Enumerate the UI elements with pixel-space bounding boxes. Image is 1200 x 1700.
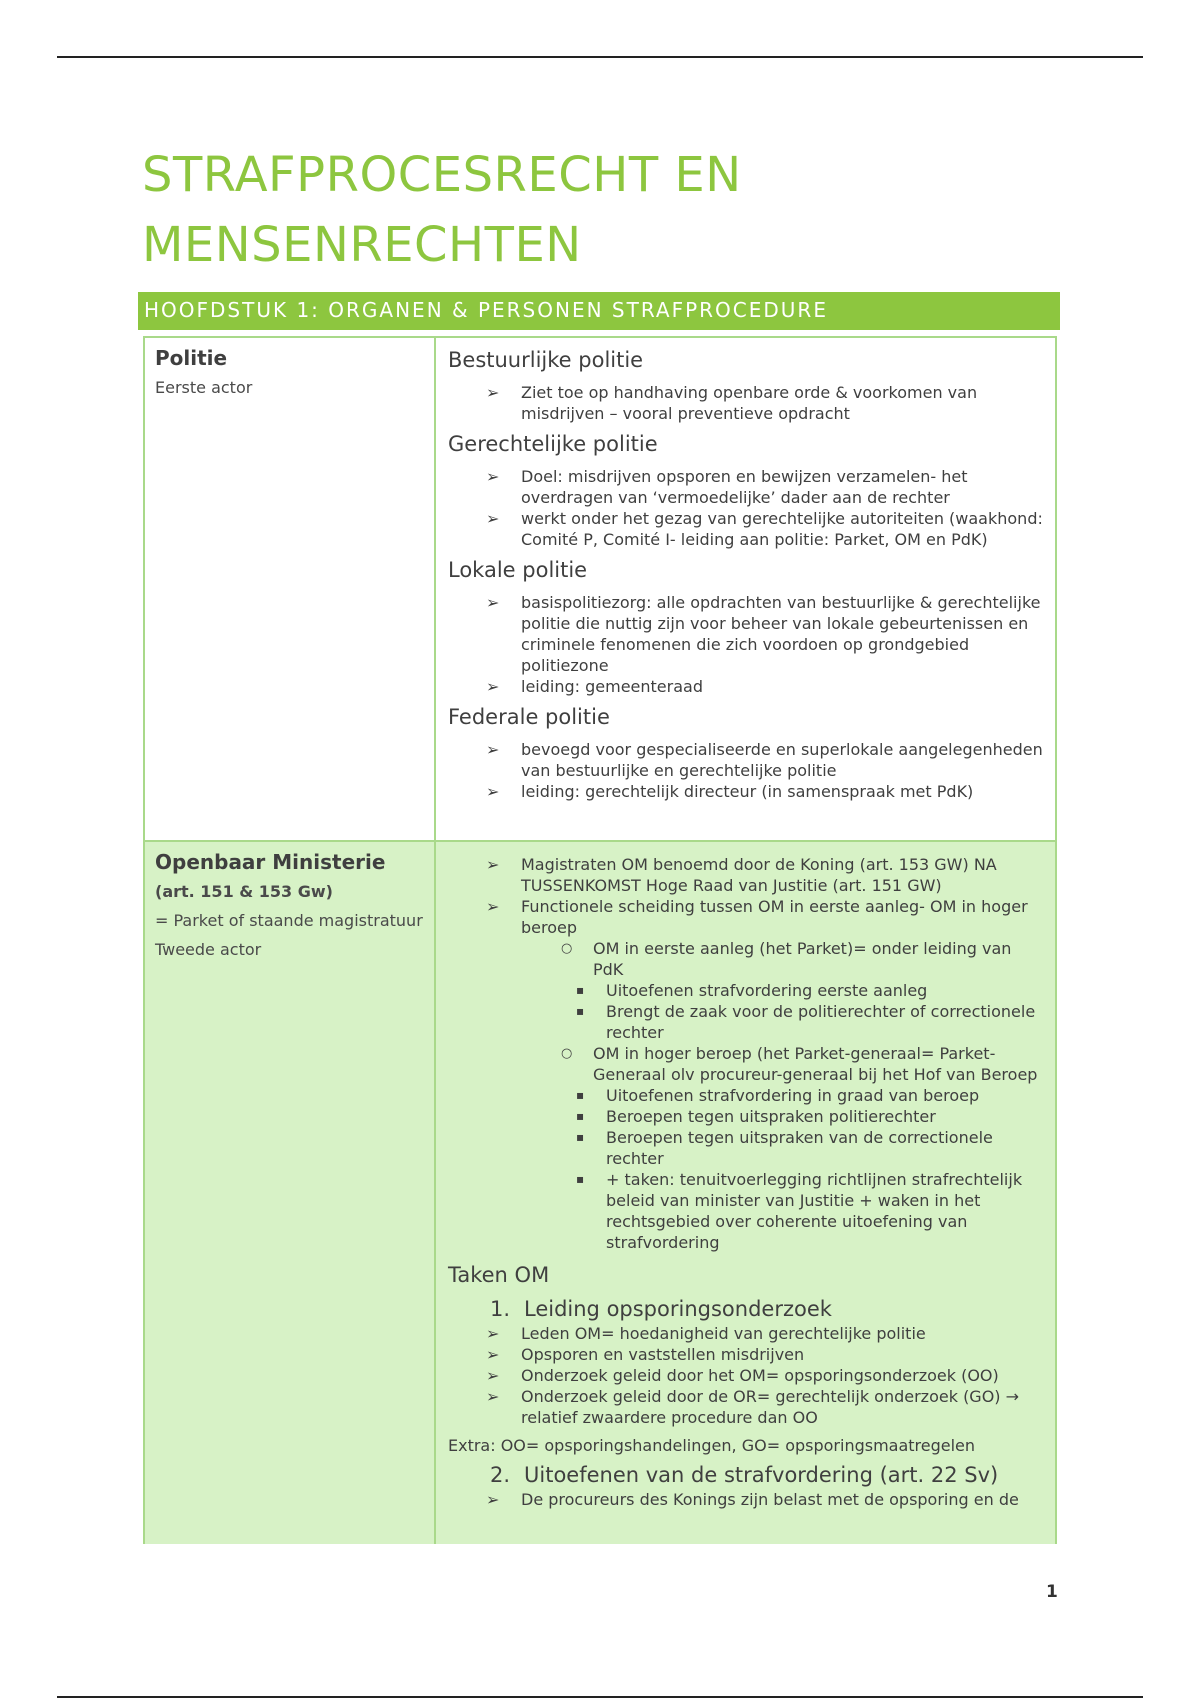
om-content-cell	[438, 842, 1055, 1544]
square-bullet-icon: ▪	[576, 1172, 585, 1186]
arrow-bullet-icon: ➢	[486, 467, 500, 486]
om-title: Openbaar Ministerie	[155, 850, 386, 874]
top-rule	[57, 56, 1143, 58]
square-bullet-icon: ▪	[576, 1088, 585, 1102]
bullet-list	[448, 466, 1045, 550]
list-item: ➢ Functionele scheiding tussen OM in eerste aanleg- OM in hoger beroep	[486, 897, 1028, 937]
arrow-bullet-icon: ➢	[486, 677, 500, 696]
politie-title: Politie	[155, 346, 228, 370]
square-bullet-icon: ▪	[576, 1130, 585, 1144]
om-article: (art. 151 & 153 Gw)	[155, 882, 333, 901]
square-list	[448, 980, 1045, 1043]
arrow-bullet-icon: ➢	[486, 383, 500, 402]
arrow-bullet-icon: ➢	[486, 855, 500, 874]
arrow-bullet-icon: ➢	[486, 782, 500, 801]
bullet-list	[448, 739, 1045, 802]
square-list-item: ▪ Beroepen tegen uitspraken van de correctionele rechter	[576, 1128, 993, 1168]
title-line-1: STRAFPROCESRECHT EN	[142, 147, 742, 203]
bullet-list	[448, 1489, 1045, 1510]
square-list-item: ▪ Uitoefenen strafvordering in graad van beroep	[576, 1086, 980, 1105]
square-list	[448, 1085, 1045, 1253]
bullet-list	[448, 1323, 1045, 1428]
arrow-bullet-icon: ➢	[486, 897, 500, 916]
list-item: ➢ bevoegd voor gespecialiseerde en superlokale aangelegenheden van bestuurlijke en gerechtelijke politie	[486, 740, 1043, 780]
list-item: ➢ leiding: gerechtelijk directeur (in samenspraak met PdK)	[486, 782, 974, 801]
list-item: ➢ Leden OM= hoedanigheid van gerechtelijke politie	[486, 1324, 926, 1343]
list-item: ➢ werkt onder het gezag van gerechtelijke autoriteiten (waakhond: Comité P, Comité I- leiding aan politie: Parket, OM en PdK)	[486, 509, 1043, 549]
sub-list-item: ○ OM in eerste aanleg (het Parket)= onder leiding van PdK	[561, 939, 1012, 979]
arrow-bullet-icon: ➢	[486, 740, 500, 759]
extra-note: Extra: OO= opsporingshandelingen, GO= opsporingsmaatregelen	[448, 1436, 976, 1455]
numbered-heading: 2. Uitoefenen van de strafvordering (art. 22 Sv)	[490, 1463, 999, 1487]
table-row-politie	[145, 338, 1055, 840]
list-item: ➢ Ziet toe op handhaving openbare orde & voorkomen van misdrijven – vooral preventieve opdracht	[486, 383, 978, 423]
arrow-bullet-icon: ➢	[486, 593, 500, 612]
bullet-list	[448, 382, 1045, 424]
politie-label-cell	[145, 338, 436, 840]
om-alias: = Parket of staande magistratuur	[155, 911, 423, 930]
sub-list	[448, 938, 1045, 980]
square-list-item: ▪ Brengt de zaak voor de politierechter of correctionele rechter	[576, 1002, 1036, 1042]
om-label-cell	[145, 842, 436, 1544]
arrow-bullet-icon: ➢	[486, 1345, 500, 1364]
section-heading: Taken OM	[448, 1263, 550, 1287]
section-heading: Federale politie	[448, 705, 610, 729]
square-list-item: ▪ + taken: tenuitvoerlegging richtlijnen strafrechtelijk beleid van minister van Justitie + waken in het rechtsgebied over coherente uitoefening van strafvordering	[576, 1170, 1023, 1252]
section-heading: Lokale politie	[448, 558, 588, 582]
circle-bullet-icon: ○	[561, 1046, 573, 1061]
arrow-bullet-icon: ➢	[486, 509, 500, 528]
bullet-list	[448, 854, 1045, 938]
list-item: ➢ Onderzoek geleid door het OM= opsporingsonderzoek (OO)	[486, 1366, 999, 1385]
arrow-bullet-icon: ➢	[486, 1490, 500, 1509]
om-actor: Tweede actor	[155, 940, 262, 959]
section-heading: Bestuurlijke politie	[448, 348, 644, 372]
square-bullet-icon: ▪	[576, 1004, 585, 1018]
chapter-heading: HOOFDSTUK 1: ORGANEN & PERSONEN STRAFPROCEDURE	[138, 292, 1060, 330]
arrow-bullet-icon: ➢	[486, 1366, 500, 1385]
arrow-bullet-icon: ➢	[486, 1387, 500, 1406]
sub-list-item: ○ OM in hoger beroep (het Parket-generaal= Parket-Generaal olv procureur-generaal bij het Hof van Beroep	[561, 1044, 1038, 1084]
table-row-openbaar-ministerie	[145, 840, 1055, 1544]
title-line-2: MENSENRECHTEN	[142, 217, 582, 273]
square-list-item: ▪ Uitoefenen strafvordering eerste aanleg	[576, 981, 928, 1000]
list-item: ➢ Doel: misdrijven opsporen en bewijzen verzamelen- het overdragen van ‘vermoedelijke’ dader aan de rechter	[486, 467, 968, 507]
square-list-item: ▪ Beroepen tegen uitspraken politierechter	[576, 1107, 936, 1126]
section-heading: Gerechtelijke politie	[448, 432, 658, 456]
politie-content-cell	[438, 338, 1055, 840]
bottom-rule	[57, 1696, 1143, 1698]
politie-subtitle: Eerste actor	[155, 378, 253, 397]
square-bullet-icon: ▪	[576, 983, 585, 997]
list-item: ➢ basispolitiezorg: alle opdrachten van bestuurlijke & gerechtelijke politie die nuttig zijn voor beheer van lokale gebeurtenissen en criminele fenomenen die zich voordoen op grondgebied politiezone	[486, 593, 1041, 675]
arrow-bullet-icon: ➢	[486, 1324, 500, 1343]
numbered-heading: 1. Leiding opsporingsonderzoek	[490, 1297, 832, 1321]
list-item: ➢ De procureurs des Konings zijn belast met de opsporing en de	[486, 1490, 1019, 1509]
list-item: ➢ Onderzoek geleid door de OR= gerechtelijk onderzoek (GO) → relatief zwaardere procedure dan OO	[486, 1387, 1020, 1427]
square-bullet-icon: ▪	[576, 1109, 585, 1123]
content-table	[143, 336, 1057, 1544]
list-item: ➢ leiding: gemeenteraad	[486, 677, 703, 696]
circle-bullet-icon: ○	[561, 941, 573, 956]
list-item: ➢ Magistraten OM benoemd door de Koning (art. 153 GW) NA TUSSENKOMST Hoge Raad van Justitie (art. 151 GW)	[486, 855, 997, 895]
page-number: 1	[1046, 1582, 1058, 1602]
sub-list	[448, 1043, 1045, 1085]
bullet-list	[448, 592, 1045, 697]
document-title	[142, 140, 1042, 280]
list-item: ➢ Opsporen en vaststellen misdrijven	[486, 1345, 805, 1364]
